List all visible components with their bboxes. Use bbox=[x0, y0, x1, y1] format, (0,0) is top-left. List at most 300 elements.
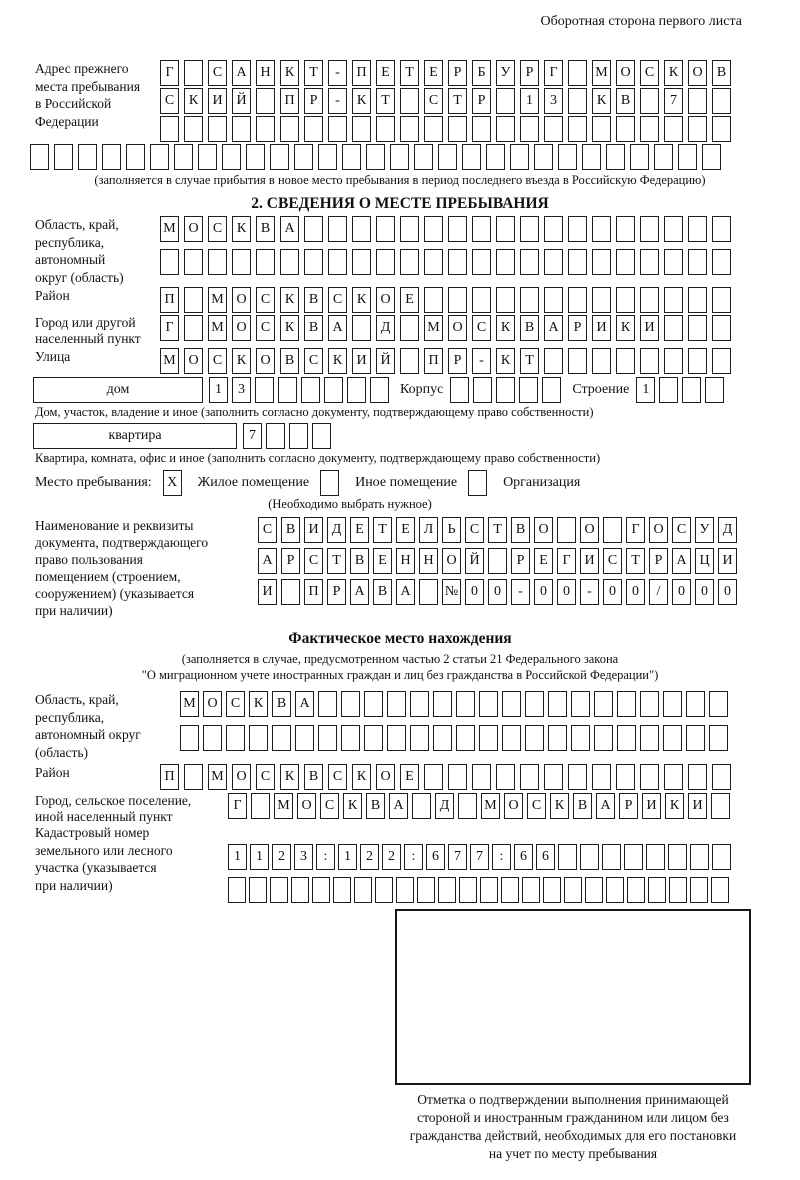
char-box[interactable]: О bbox=[616, 60, 635, 86]
char-box[interactable]: И bbox=[640, 315, 659, 341]
char-box[interactable]: Р bbox=[327, 579, 346, 605]
char-box[interactable] bbox=[448, 249, 467, 275]
char-box[interactable] bbox=[400, 348, 419, 374]
char-box[interactable] bbox=[594, 691, 613, 717]
char-box[interactable]: Т bbox=[626, 548, 645, 574]
char-box[interactable]: Г bbox=[160, 315, 179, 341]
char-box[interactable] bbox=[400, 116, 419, 142]
char-box[interactable] bbox=[568, 764, 587, 790]
char-box[interactable] bbox=[424, 287, 443, 313]
char-box[interactable]: 0 bbox=[534, 579, 553, 605]
char-box[interactable]: Р bbox=[281, 548, 300, 574]
char-box[interactable]: С bbox=[304, 348, 323, 374]
char-box[interactable] bbox=[568, 116, 587, 142]
char-box[interactable] bbox=[592, 348, 611, 374]
char-box[interactable] bbox=[419, 579, 438, 605]
char-box[interactable] bbox=[712, 287, 731, 313]
char-box[interactable]: К bbox=[592, 88, 611, 114]
char-box[interactable] bbox=[616, 348, 635, 374]
char-box[interactable]: Р bbox=[511, 548, 530, 574]
char-box[interactable]: О bbox=[376, 764, 395, 790]
char-box[interactable]: : bbox=[404, 844, 423, 870]
char-box[interactable]: В bbox=[304, 315, 323, 341]
char-box[interactable] bbox=[580, 844, 599, 870]
char-box[interactable] bbox=[688, 315, 707, 341]
char-box[interactable] bbox=[424, 216, 443, 242]
char-box[interactable] bbox=[376, 116, 395, 142]
char-box[interactable]: Р bbox=[472, 88, 491, 114]
char-box[interactable]: - bbox=[328, 60, 347, 86]
char-box[interactable]: Е bbox=[376, 60, 395, 86]
char-box[interactable]: Д bbox=[435, 793, 454, 819]
char-box[interactable] bbox=[255, 377, 274, 403]
char-box[interactable]: О bbox=[376, 287, 395, 313]
char-box[interactable] bbox=[184, 315, 203, 341]
char-box[interactable] bbox=[501, 877, 519, 903]
char-box[interactable]: О bbox=[534, 517, 553, 543]
char-box[interactable] bbox=[520, 116, 539, 142]
char-box[interactable]: Т bbox=[327, 548, 346, 574]
char-box[interactable]: 0 bbox=[603, 579, 622, 605]
char-box[interactable]: Т bbox=[448, 88, 467, 114]
char-box[interactable] bbox=[450, 377, 469, 403]
char-box[interactable]: 6 bbox=[514, 844, 533, 870]
char-box[interactable]: К bbox=[249, 691, 268, 717]
char-box[interactable] bbox=[617, 691, 636, 717]
char-box[interactable]: 2 bbox=[272, 844, 291, 870]
char-box[interactable]: В bbox=[281, 517, 300, 543]
char-box[interactable] bbox=[682, 377, 701, 403]
char-box[interactable] bbox=[592, 116, 611, 142]
char-box[interactable] bbox=[376, 216, 395, 242]
char-box[interactable]: - bbox=[580, 579, 599, 605]
char-box[interactable]: Д bbox=[718, 517, 737, 543]
char-box[interactable]: О bbox=[504, 793, 523, 819]
char-box[interactable]: С bbox=[672, 517, 691, 543]
char-box[interactable] bbox=[266, 423, 285, 449]
char-box[interactable] bbox=[711, 877, 729, 903]
char-box[interactable]: И bbox=[304, 517, 323, 543]
char-box[interactable]: И bbox=[718, 548, 737, 574]
char-box[interactable] bbox=[448, 116, 467, 142]
char-box[interactable]: М bbox=[160, 348, 179, 374]
char-box[interactable]: О bbox=[203, 691, 222, 717]
char-box[interactable] bbox=[396, 877, 414, 903]
char-box[interactable] bbox=[564, 877, 582, 903]
char-box[interactable]: О bbox=[297, 793, 316, 819]
char-box[interactable] bbox=[585, 877, 603, 903]
char-box[interactable] bbox=[712, 764, 731, 790]
char-box[interactable]: В bbox=[511, 517, 530, 543]
char-box[interactable]: Т bbox=[373, 517, 392, 543]
char-box[interactable]: 6 bbox=[536, 844, 555, 870]
char-box[interactable] bbox=[184, 60, 203, 86]
char-box[interactable] bbox=[502, 691, 521, 717]
char-box[interactable]: : bbox=[492, 844, 511, 870]
char-box[interactable]: - bbox=[511, 579, 530, 605]
char-box[interactable]: Ь bbox=[442, 517, 461, 543]
char-box[interactable] bbox=[352, 216, 371, 242]
char-box[interactable] bbox=[664, 348, 683, 374]
char-box[interactable] bbox=[525, 725, 544, 751]
char-box[interactable]: М bbox=[274, 793, 293, 819]
char-box[interactable] bbox=[400, 216, 419, 242]
char-box[interactable]: К bbox=[280, 60, 299, 86]
checkbox-inoe[interactable] bbox=[320, 470, 344, 496]
char-box[interactable] bbox=[280, 116, 299, 142]
char-box[interactable]: 3 bbox=[232, 377, 251, 403]
char-box[interactable] bbox=[712, 116, 731, 142]
char-box[interactable]: В bbox=[616, 88, 635, 114]
char-box[interactable]: Е bbox=[534, 548, 553, 574]
char-box[interactable] bbox=[712, 249, 731, 275]
char-box[interactable] bbox=[304, 216, 323, 242]
char-box[interactable] bbox=[664, 287, 683, 313]
char-box[interactable] bbox=[654, 144, 673, 170]
char-box[interactable] bbox=[544, 764, 563, 790]
char-box[interactable]: И bbox=[208, 88, 227, 114]
char-box[interactable] bbox=[341, 691, 360, 717]
char-box[interactable] bbox=[520, 764, 539, 790]
char-box[interactable]: Е bbox=[396, 517, 415, 543]
char-box[interactable]: 7 bbox=[664, 88, 683, 114]
char-box[interactable] bbox=[496, 249, 515, 275]
char-box[interactable]: Р bbox=[448, 60, 467, 86]
char-box[interactable] bbox=[160, 116, 179, 142]
char-box[interactable]: Ц bbox=[695, 548, 714, 574]
char-box[interactable]: Р bbox=[568, 315, 587, 341]
char-box[interactable] bbox=[328, 116, 347, 142]
char-box[interactable]: 1 bbox=[338, 844, 357, 870]
char-box[interactable] bbox=[318, 725, 337, 751]
char-box[interactable]: К bbox=[232, 216, 251, 242]
char-box[interactable] bbox=[669, 877, 687, 903]
char-box[interactable] bbox=[232, 249, 251, 275]
char-box[interactable] bbox=[184, 116, 203, 142]
char-box[interactable]: / bbox=[649, 579, 668, 605]
char-box[interactable] bbox=[370, 377, 389, 403]
char-box[interactable]: В bbox=[304, 764, 323, 790]
char-box[interactable] bbox=[479, 691, 498, 717]
char-box[interactable] bbox=[486, 144, 505, 170]
char-box[interactable]: В bbox=[366, 793, 385, 819]
char-box[interactable] bbox=[294, 144, 313, 170]
char-box[interactable] bbox=[712, 216, 731, 242]
char-box[interactable] bbox=[270, 877, 288, 903]
char-box[interactable] bbox=[304, 116, 323, 142]
char-box[interactable] bbox=[400, 249, 419, 275]
char-box[interactable]: Т bbox=[488, 517, 507, 543]
char-box[interactable] bbox=[592, 764, 611, 790]
char-box[interactable]: X bbox=[163, 470, 182, 496]
char-box[interactable]: С bbox=[320, 793, 339, 819]
char-box[interactable] bbox=[688, 287, 707, 313]
char-box[interactable] bbox=[568, 287, 587, 313]
char-box[interactable] bbox=[510, 144, 529, 170]
char-box[interactable] bbox=[324, 377, 343, 403]
char-box[interactable]: И bbox=[642, 793, 661, 819]
char-box[interactable]: А bbox=[389, 793, 408, 819]
char-box[interactable] bbox=[712, 315, 731, 341]
char-box[interactable] bbox=[448, 764, 467, 790]
char-box[interactable] bbox=[376, 249, 395, 275]
char-box[interactable] bbox=[251, 793, 270, 819]
char-box[interactable]: 0 bbox=[557, 579, 576, 605]
char-box[interactable]: Т bbox=[520, 348, 539, 374]
char-box[interactable]: К bbox=[665, 793, 684, 819]
char-box[interactable] bbox=[711, 793, 730, 819]
char-box[interactable] bbox=[438, 877, 456, 903]
char-box[interactable]: Л bbox=[419, 517, 438, 543]
char-box[interactable]: Д bbox=[376, 315, 395, 341]
char-box[interactable]: - bbox=[328, 88, 347, 114]
char-box[interactable] bbox=[456, 725, 475, 751]
char-box[interactable] bbox=[544, 348, 563, 374]
char-box[interactable]: А bbox=[350, 579, 369, 605]
char-box[interactable]: С bbox=[328, 287, 347, 313]
char-box[interactable]: С bbox=[640, 60, 659, 86]
char-box[interactable]: 0 bbox=[465, 579, 484, 605]
char-box[interactable]: С bbox=[472, 315, 491, 341]
char-box[interactable] bbox=[295, 725, 314, 751]
char-box[interactable]: : bbox=[316, 844, 335, 870]
char-box[interactable]: 6 bbox=[426, 844, 445, 870]
char-box[interactable]: Й bbox=[232, 88, 251, 114]
char-box[interactable] bbox=[304, 249, 323, 275]
char-box[interactable]: 1 bbox=[636, 377, 655, 403]
char-box[interactable] bbox=[640, 348, 659, 374]
char-box[interactable]: Р bbox=[304, 88, 323, 114]
char-box[interactable] bbox=[232, 116, 251, 142]
char-box[interactable]: В bbox=[373, 579, 392, 605]
char-box[interactable] bbox=[203, 725, 222, 751]
char-box[interactable]: К bbox=[496, 348, 515, 374]
char-box[interactable]: М bbox=[208, 287, 227, 313]
char-box[interactable]: Р bbox=[448, 348, 467, 374]
char-box[interactable]: П bbox=[280, 88, 299, 114]
char-box[interactable]: С bbox=[208, 216, 227, 242]
char-box[interactable]: С bbox=[208, 348, 227, 374]
char-box[interactable] bbox=[184, 249, 203, 275]
char-box[interactable]: О bbox=[688, 60, 707, 86]
char-box[interactable] bbox=[424, 764, 443, 790]
char-box[interactable]: Е bbox=[400, 287, 419, 313]
char-box[interactable]: А bbox=[672, 548, 691, 574]
char-box[interactable] bbox=[568, 348, 587, 374]
char-box[interactable]: И bbox=[352, 348, 371, 374]
char-box[interactable] bbox=[433, 725, 452, 751]
char-box[interactable] bbox=[648, 877, 666, 903]
char-box[interactable] bbox=[472, 249, 491, 275]
char-box[interactable] bbox=[479, 725, 498, 751]
char-box[interactable] bbox=[328, 249, 347, 275]
char-box[interactable] bbox=[520, 249, 539, 275]
char-box[interactable]: А bbox=[280, 216, 299, 242]
char-box[interactable] bbox=[456, 691, 475, 717]
char-box[interactable]: М bbox=[208, 764, 227, 790]
char-box[interactable] bbox=[520, 216, 539, 242]
char-box[interactable] bbox=[592, 249, 611, 275]
char-box[interactable] bbox=[640, 116, 659, 142]
char-box[interactable] bbox=[558, 144, 577, 170]
char-box[interactable]: У bbox=[695, 517, 714, 543]
char-box[interactable]: Й bbox=[465, 548, 484, 574]
char-box[interactable] bbox=[688, 88, 707, 114]
char-box[interactable]: М bbox=[180, 691, 199, 717]
char-box[interactable] bbox=[603, 517, 622, 543]
char-box[interactable] bbox=[291, 877, 309, 903]
char-box[interactable] bbox=[347, 377, 366, 403]
char-box[interactable] bbox=[568, 60, 587, 86]
char-box[interactable]: К bbox=[232, 348, 251, 374]
char-box[interactable]: С bbox=[208, 60, 227, 86]
char-box[interactable]: Е bbox=[373, 548, 392, 574]
char-box[interactable]: 2 bbox=[360, 844, 379, 870]
char-box[interactable] bbox=[472, 116, 491, 142]
char-box[interactable] bbox=[126, 144, 145, 170]
char-box[interactable] bbox=[496, 764, 515, 790]
char-box[interactable] bbox=[557, 517, 576, 543]
char-box[interactable]: Н bbox=[396, 548, 415, 574]
char-box[interactable]: Р bbox=[649, 548, 668, 574]
char-box[interactable]: С bbox=[527, 793, 546, 819]
char-box[interactable] bbox=[678, 144, 697, 170]
char-box[interactable] bbox=[375, 877, 393, 903]
char-box[interactable] bbox=[664, 249, 683, 275]
char-box[interactable]: Г bbox=[228, 793, 247, 819]
char-box[interactable] bbox=[602, 844, 621, 870]
char-box[interactable] bbox=[312, 423, 331, 449]
char-box[interactable]: Н bbox=[419, 548, 438, 574]
char-box[interactable]: С bbox=[603, 548, 622, 574]
char-box[interactable] bbox=[616, 216, 635, 242]
char-box[interactable]: М bbox=[160, 216, 179, 242]
char-box[interactable] bbox=[690, 877, 708, 903]
char-box[interactable]: А bbox=[328, 315, 347, 341]
char-box[interactable] bbox=[410, 725, 429, 751]
char-box[interactable] bbox=[256, 88, 275, 114]
char-box[interactable]: У bbox=[496, 60, 515, 86]
char-box[interactable]: К bbox=[352, 88, 371, 114]
char-box[interactable]: А bbox=[396, 579, 415, 605]
char-box[interactable] bbox=[568, 88, 587, 114]
char-box[interactable] bbox=[472, 764, 491, 790]
char-box[interactable]: К bbox=[280, 315, 299, 341]
char-box[interactable] bbox=[659, 377, 678, 403]
char-box[interactable]: О bbox=[448, 315, 467, 341]
char-box[interactable]: А bbox=[596, 793, 615, 819]
char-box[interactable]: Т bbox=[304, 60, 323, 86]
char-box[interactable] bbox=[448, 216, 467, 242]
char-box[interactable] bbox=[688, 216, 707, 242]
char-box[interactable]: М bbox=[208, 315, 227, 341]
char-box[interactable]: С bbox=[256, 764, 275, 790]
char-box[interactable] bbox=[688, 249, 707, 275]
char-box[interactable] bbox=[289, 423, 308, 449]
char-box[interactable] bbox=[496, 377, 515, 403]
char-box[interactable] bbox=[571, 691, 590, 717]
char-box[interactable] bbox=[592, 216, 611, 242]
char-box[interactable] bbox=[624, 844, 643, 870]
char-box[interactable]: Е bbox=[424, 60, 443, 86]
char-box[interactable] bbox=[270, 144, 289, 170]
char-box[interactable]: Е bbox=[350, 517, 369, 543]
char-box[interactable] bbox=[712, 844, 731, 870]
char-box[interactable] bbox=[496, 216, 515, 242]
char-box[interactable]: Г bbox=[557, 548, 576, 574]
char-box[interactable]: И bbox=[258, 579, 277, 605]
char-box[interactable]: С bbox=[256, 315, 275, 341]
char-box[interactable]: О bbox=[442, 548, 461, 574]
char-box[interactable] bbox=[458, 793, 477, 819]
char-box[interactable] bbox=[198, 144, 217, 170]
char-box[interactable]: О bbox=[232, 764, 251, 790]
char-box[interactable]: С bbox=[304, 548, 323, 574]
char-box[interactable]: 0 bbox=[488, 579, 507, 605]
char-box[interactable]: С bbox=[328, 764, 347, 790]
char-box[interactable]: 1 bbox=[250, 844, 269, 870]
char-box[interactable] bbox=[520, 287, 539, 313]
char-box[interactable]: Г bbox=[626, 517, 645, 543]
char-box[interactable] bbox=[640, 249, 659, 275]
char-box[interactable] bbox=[208, 249, 227, 275]
char-box[interactable] bbox=[594, 725, 613, 751]
char-box[interactable]: К bbox=[184, 88, 203, 114]
char-box[interactable]: П bbox=[304, 579, 323, 605]
char-box[interactable]: Е bbox=[400, 764, 419, 790]
char-box[interactable] bbox=[688, 348, 707, 374]
char-box[interactable] bbox=[640, 287, 659, 313]
char-box[interactable] bbox=[502, 725, 521, 751]
char-box[interactable] bbox=[417, 877, 435, 903]
char-box[interactable] bbox=[709, 691, 728, 717]
char-box[interactable] bbox=[412, 793, 431, 819]
char-box[interactable]: В bbox=[256, 216, 275, 242]
char-box[interactable]: И bbox=[688, 793, 707, 819]
char-box[interactable] bbox=[712, 348, 731, 374]
char-box[interactable] bbox=[256, 116, 275, 142]
char-box[interactable] bbox=[280, 249, 299, 275]
char-box[interactable] bbox=[54, 144, 73, 170]
char-box[interactable] bbox=[400, 315, 419, 341]
char-box[interactable]: Г bbox=[160, 60, 179, 86]
checkbox-organizaciya[interactable] bbox=[468, 470, 492, 496]
char-box[interactable] bbox=[364, 725, 383, 751]
char-box[interactable]: Г bbox=[544, 60, 563, 86]
char-box[interactable]: К bbox=[664, 60, 683, 86]
char-box[interactable]: А bbox=[258, 548, 277, 574]
char-box[interactable] bbox=[366, 144, 385, 170]
char-box[interactable] bbox=[160, 249, 179, 275]
char-box[interactable]: И bbox=[592, 315, 611, 341]
char-box[interactable]: 7 bbox=[243, 423, 262, 449]
char-box[interactable] bbox=[558, 844, 577, 870]
char-box[interactable]: Р bbox=[619, 793, 638, 819]
char-box[interactable]: № bbox=[442, 579, 461, 605]
char-box[interactable]: 0 bbox=[695, 579, 714, 605]
char-box[interactable]: В bbox=[280, 348, 299, 374]
char-box[interactable] bbox=[256, 249, 275, 275]
char-box[interactable]: М bbox=[592, 60, 611, 86]
char-box[interactable] bbox=[543, 877, 561, 903]
char-box[interactable] bbox=[519, 377, 538, 403]
char-box[interactable]: П bbox=[424, 348, 443, 374]
char-box[interactable] bbox=[249, 725, 268, 751]
char-box[interactable]: С bbox=[160, 88, 179, 114]
char-box[interactable] bbox=[664, 216, 683, 242]
char-box[interactable] bbox=[320, 470, 339, 496]
char-box[interactable] bbox=[184, 764, 203, 790]
